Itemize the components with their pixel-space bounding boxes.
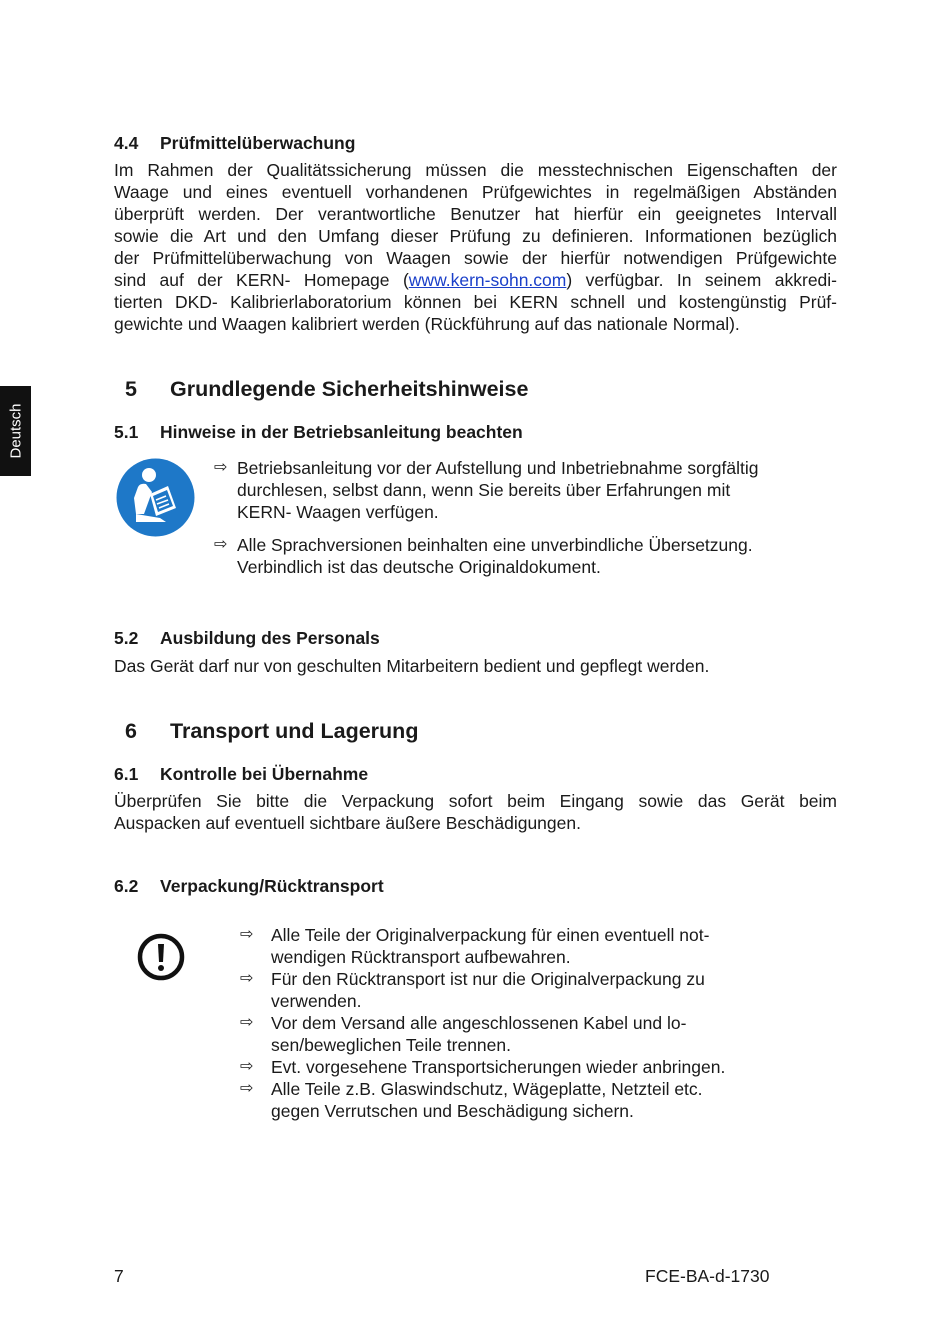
- section-number: 4.4: [114, 133, 139, 153]
- paragraph-line: Waage und eines eventuell vorhandenen Prüfgewichtes in regelmäßigen Abständen: [114, 182, 837, 202]
- chapter-title: Grundlegende Sicherheitshinweise: [170, 377, 529, 401]
- kern-website-link[interactable]: www.kern-sohn.com: [408, 270, 567, 290]
- section-6-2-heading: [114, 876, 384, 897]
- chapter-6-heading: [114, 719, 418, 744]
- arrow-right-icon: ⇨: [214, 459, 228, 476]
- section-number: 5.1: [114, 422, 139, 442]
- section-title: Hinweise in der Betriebsanleitung beachten: [160, 422, 523, 442]
- read-manual-icon: [116, 458, 195, 537]
- arrow-right-icon: ⇨: [240, 1014, 254, 1031]
- list-item-line: KERN- Waagen verfügen.: [237, 502, 439, 522]
- arrow-right-icon: ⇨: [214, 536, 228, 553]
- paragraph-line: Im Rahmen der Qualitätssicherung müssen die messtechnischen Eigenschaften der: [114, 160, 837, 180]
- document-id: FCE-BA-d-1730: [645, 1266, 770, 1286]
- paragraph-line: sowie die Art und den Umfang dieser Prüfung zu definieren. Informationen bezüglich: [114, 226, 837, 246]
- section-4-4-heading: [114, 133, 355, 154]
- list-item-line: wendigen Rücktransport aufbewahren.: [271, 947, 571, 967]
- list-item-line: Alle Teile z.B. Glaswindschutz, Wägeplatte, Netzteil etc.: [271, 1079, 703, 1099]
- list-item-line: verwenden.: [271, 991, 362, 1011]
- arrow-right-icon: ⇨: [240, 1058, 254, 1075]
- list-item-line: Verbindlich ist das deutsche Originaldokument.: [237, 557, 601, 577]
- warning-exclamation-icon: [136, 932, 186, 982]
- chapter-number: 5: [125, 377, 137, 401]
- arrow-right-icon: ⇨: [240, 926, 254, 943]
- page-number: 7: [114, 1266, 124, 1286]
- list-item-line: Betriebsanleitung vor der Aufstellung und Inbetriebnahme sorgfältig: [237, 458, 759, 478]
- list-item-line: Für den Rücktransport ist nur die Originalverpackung zu: [271, 969, 705, 989]
- section-4-4-body: [114, 159, 837, 335]
- section-number: 6.2: [114, 876, 139, 896]
- paragraph-line: Auspacken auf eventuell sichtbare äußere Beschädigungen.: [114, 813, 581, 833]
- paragraph-line: Überprüfen Sie bitte die Verpackung sofort beim Eingang sowie das Gerät beim: [114, 791, 837, 811]
- text-segment: ) verfügbar. In seinem akkredi-: [566, 270, 838, 290]
- list-item-line: Alle Sprachversionen beinhalten eine unverbindliche Übersetzung.: [237, 535, 753, 555]
- section-5-2-heading: [114, 628, 380, 649]
- list-item-line: sen/beweglichen Teile trennen.: [271, 1035, 511, 1055]
- chapter-number: 6: [125, 719, 137, 743]
- section-5-2-body: Das Gerät darf nur von geschulten Mitarbeitern bedient und gepflegt werden.: [114, 656, 710, 676]
- section-title: Ausbildung des Personals: [160, 628, 380, 648]
- section-6-1-heading: [114, 764, 368, 785]
- section-number: 5.2: [114, 628, 139, 648]
- chapter-5-heading: [114, 377, 528, 402]
- section-6-1-body: [114, 790, 837, 834]
- section-5-1-heading: [114, 422, 523, 443]
- language-tab-label: Deutsch: [7, 403, 24, 459]
- section-title: Prüfmittelüberwachung: [160, 133, 356, 153]
- arrow-right-icon: ⇨: [240, 1080, 254, 1097]
- list-item-line: gegen Verrutschen und Beschädigung sichern.: [271, 1101, 634, 1121]
- list-item-line: durchlesen, selbst dann, wenn Sie bereits über Erfahrungen mit: [237, 480, 731, 500]
- paragraph-line: gewichte und Waagen kalibriert werden (Rückführung auf das nationale Normal).: [114, 314, 740, 334]
- paragraph-line: der Prüfmittelüberwachung von Waagen sowie der hierfür notwendigen Prüfgewichte: [114, 248, 837, 268]
- list-item-line: Alle Teile der Originalverpackung für einen eventuell not-: [271, 925, 710, 945]
- paragraph-line: tierten DKD- Kalibrierlaboratorium können bei KERN schnell und kostengünstig Prüf-: [114, 292, 837, 312]
- chapter-title: Transport und Lagerung: [170, 719, 419, 743]
- paragraph-line: [114, 269, 837, 291]
- language-tab: [0, 386, 31, 476]
- text-segment: sind auf der KERN- Homepage (: [114, 270, 409, 290]
- arrow-right-icon: ⇨: [240, 970, 254, 987]
- section-title: Kontrolle bei Übernahme: [160, 764, 369, 784]
- section-title: Verpackung/Rücktransport: [160, 876, 384, 896]
- paragraph-line: überprüft werden. Der verantwortliche Benutzer hat hierfür ein geeignetes Intervall: [114, 204, 837, 224]
- list-item-line: Evt. vorgesehene Transportsicherungen wieder anbringen.: [271, 1057, 726, 1077]
- list-item-line: Vor dem Versand alle angeschlossenen Kabel und lo-: [271, 1013, 687, 1033]
- section-number: 6.1: [114, 764, 139, 784]
